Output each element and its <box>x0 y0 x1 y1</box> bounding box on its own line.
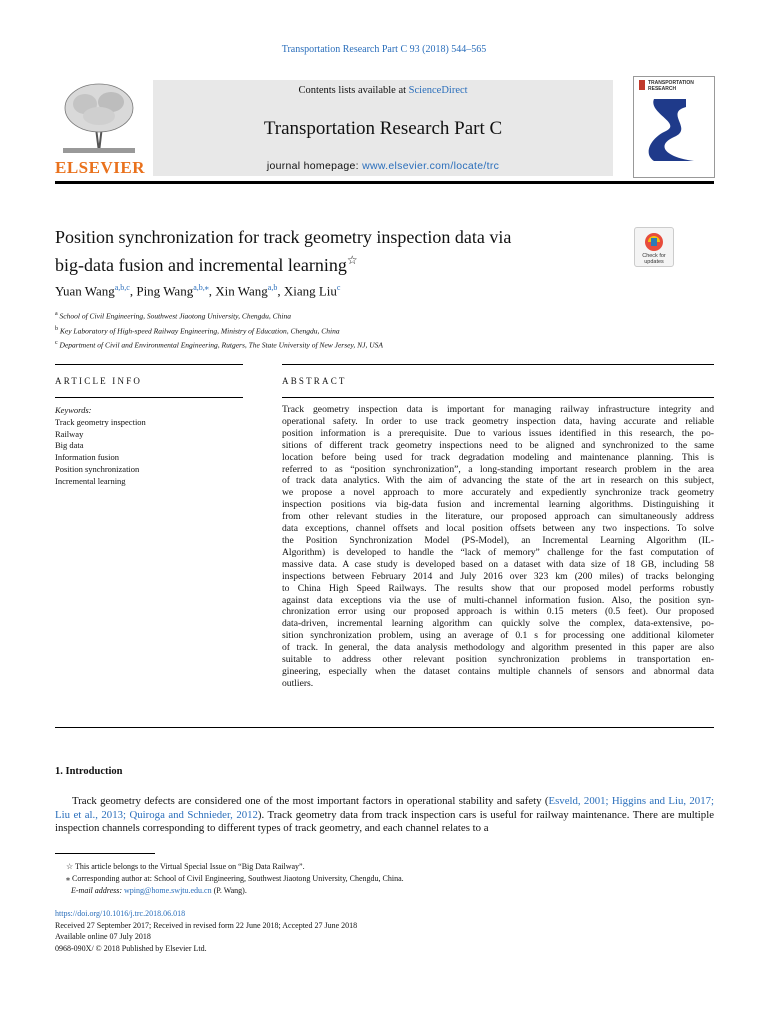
intro-text: ). Track geometry data from track inspection cars is useful for railway maintenance. There are multiple inspection channels corresponding to different types of track geometry, and each channel relates to a <box>55 808 714 834</box>
introduction-heading: 1. Introduction <box>55 766 123 777</box>
keyword: Big data <box>55 440 84 451</box>
journal-citation-link[interactable]: Transportation Research Part C 93 (2018) 544–565 <box>281 44 487 55</box>
abstract-bottom-rule <box>55 727 714 728</box>
check-badge-line: updates <box>644 259 664 265</box>
article-title <box>55 226 615 277</box>
footnote-mark: ⁎ <box>66 874 72 883</box>
check-for-updates-badge[interactable] <box>634 227 674 267</box>
abstract-line: to China High Speed Railways. The results show that our proposed model performs robustly <box>282 582 714 594</box>
abstract-rule <box>282 397 714 398</box>
affiliation-text: School of Civil Engineering, Southwest Jiaotong University, Chengdu, China <box>59 311 291 321</box>
publication-info <box>55 908 357 954</box>
author-affiliation-marks[interactable]: a,b,⁎ <box>193 283 209 292</box>
keywords-label: Keywords: <box>55 405 92 415</box>
intro-text: Track geometry defects are considered one of the most important factors in operational stability and safety ( <box>72 795 549 807</box>
abstract-line: inspection positions via big-data fusion and incremental learning algorithms. Distinguishing it <box>282 499 714 511</box>
journal-homepage-link[interactable]: www.elsevier.com/locate/trc <box>362 160 500 172</box>
author-name[interactable]: Xin Wang <box>215 283 268 299</box>
abstract-line: inspections between February 2014 and July 2016 over 323 km (200 miles) of tracks belonging <box>282 570 714 582</box>
abstract-rule-top <box>282 364 714 365</box>
abstract-heading: ABSTRACT <box>282 376 347 386</box>
abstract-line: Algorithm) is developed to handle the “lack of memory” challenge for the fast computation of <box>282 546 714 558</box>
abstract-line: data-driven, incremental learning algorithm can quickly solve the complex, data-extensive, po- <box>282 618 714 630</box>
title-line-1: Position synchronization for track geometry inspection data via <box>55 227 512 247</box>
keyword: Position synchronization <box>55 463 140 474</box>
available-online: Available online 07 July 2018 <box>55 932 151 941</box>
affiliation-mark: b <box>55 325 58 332</box>
check-for-updates-label <box>635 253 673 265</box>
citation-link[interactable]: Esveld, 2001; Higgins and Liu, 2017; Liu et al., 2013; Quiroga and Schnieder, 2012 <box>55 795 714 821</box>
abstract-line: from other relevant studies in the literature, our proposed approach can simultaneously address <box>282 511 714 523</box>
journal-banner <box>153 80 613 176</box>
abstract-line: referred to as “position synchronization”, a long-standing important research problem in the area <box>282 463 714 475</box>
check-badge-line: Check for <box>642 253 666 259</box>
sciencedirect-link[interactable]: ScienceDirect <box>408 85 468 96</box>
footnote-email <box>55 885 404 897</box>
contents-prefix: Contents lists available at <box>298 85 409 96</box>
abstract-line: we propose a novel approach to more accurately and expediently synchronize track geometry <box>282 487 714 499</box>
affiliation-text: Key Laboratory of High-speed Railway Engineering, Ministry of Education, Chengdu, China <box>59 326 340 335</box>
masthead <box>55 76 714 180</box>
abstract-line: of track. In general, the data analysis methodology and algorithm presented in this paper are also <box>282 642 714 654</box>
email-link[interactable]: wping@home.swjtu.edu.cn <box>124 886 212 895</box>
abstract-line: gineering, especially when the dataset contains multiple channels of sensors and abnormal data <box>282 665 714 677</box>
abstract-line: of track data analytics. With the aim of advancing the state of the art in research on this subject, <box>282 475 714 487</box>
journal-cover-thumbnail[interactable] <box>633 76 715 178</box>
author-affiliation-marks[interactable]: c <box>336 283 341 292</box>
abstract-line: massive data. A case study is developed based on a dataset with data size of 18 GB, including 58 <box>282 558 714 570</box>
affiliation-text: Department of Civil and Environmental Engineering, Rutgers, The State University of New Jersey, NJ, USA <box>59 340 383 350</box>
author-name[interactable]: Xiang Liu <box>283 283 337 299</box>
author-affiliation-marks[interactable]: a,b,c <box>114 283 130 292</box>
abstract-line: chronization error using our proposed approach is within 0.15 meters (0.5 feet). Our proposed <box>282 606 714 618</box>
abstract-body <box>282 404 714 690</box>
author-list: Yuan Wang$^{a,b,c}$, Ping Wang$^{a,b,⁎}$, Xin Wang$^{a,b}$, Xiang Liu$^c$ <box>55 283 341 299</box>
author-affiliation-marks[interactable]: a,b <box>267 283 278 292</box>
check-updates-icon <box>635 228 673 254</box>
title-footnote-mark[interactable]: ☆ <box>346 253 358 267</box>
footnote-rule <box>55 853 155 854</box>
abstract-line: Track geometry inspection data is important for managing railway infrastructure integrity and <box>282 404 714 415</box>
keyword: Information fusion <box>55 452 119 463</box>
doi-link[interactable]: https://doi.org/10.1016/j.trc.2018.06.018 <box>55 909 186 918</box>
cover-title-line: TRANSPORTATION <box>648 80 694 86</box>
abstract-line: suitable to address other relevant position synchronization problems in transportation en- <box>282 654 714 666</box>
received-dates: Received 27 September 2017; Received in revised form 22 June 2018; Accepted 27 June 2018 <box>55 920 358 930</box>
article-info-rule <box>55 397 243 398</box>
cover-swoosh-graphic <box>634 77 714 177</box>
keyword: Railway <box>55 428 84 439</box>
contents-line <box>153 85 613 96</box>
homepage-line <box>153 160 613 172</box>
footnote-star <box>55 861 404 873</box>
footnote-mark: ☆ <box>66 862 76 871</box>
abstract-line: sition synchronization problem, using an average of 0.1 s for processing one additional kilometer <box>282 630 714 642</box>
affiliation-item <box>55 323 383 338</box>
email-suffix: (P. Wang). <box>211 886 247 895</box>
affiliation-item <box>55 308 383 323</box>
abstract-line: location before being used for track degradation modeling and maintenance planning. This is <box>282 451 714 463</box>
elsevier-wordmark: ELSEVIER <box>55 158 145 177</box>
introduction-paragraph <box>55 795 714 836</box>
keyword: Track geometry inspection <box>55 416 146 427</box>
author-name[interactable]: Ping Wang <box>136 283 194 299</box>
abstract-line: position information is a prerequisite. Due to various issues identified in this research, the po- <box>282 427 714 439</box>
footnotes <box>55 861 404 897</box>
article-info-heading: ARTICLE INFO <box>55 376 143 386</box>
title-line-2: big-data fusion and incremental learning <box>55 255 347 275</box>
abstract-line: the Position Synchronization Model (PS-Model), an Incremental Learning Algorithm (IL- <box>282 534 714 546</box>
cover-title-line: RESEARCH <box>648 85 677 92</box>
journal-title: Transportation Research Part C <box>263 118 503 139</box>
email-label: E-mail address: <box>71 886 123 895</box>
affiliation-mark: c <box>55 340 58 346</box>
keyword: Incremental learning <box>55 475 126 486</box>
article-info-rule-top <box>55 364 243 365</box>
author-name[interactable]: Yuan Wang <box>55 283 115 299</box>
affiliation-mark: a <box>55 311 58 317</box>
masthead-divider <box>55 181 714 184</box>
copyright: 0968-090X/ © 2018 Published by Elsevier Ltd. <box>55 943 207 953</box>
abstract-line: outliers. <box>282 677 314 689</box>
footnote-text: This article belongs to the Virtual Special Issue on “Big Data Railway”. <box>75 862 305 871</box>
affiliation-item <box>55 337 383 352</box>
homepage-prefix: journal homepage: <box>266 160 363 172</box>
abstract-line: sitions of different track geometry inspections need to be aligned and synchronized to the same <box>282 439 714 451</box>
keywords-block <box>55 405 146 488</box>
abstract-line: data exceptions, channel offsets and local position offsets between any two inspections. To solve <box>282 523 714 535</box>
affiliations <box>55 308 383 352</box>
abstract-line: against data exceptions via the use of multi-channel information fusion. Also, the position syn- <box>282 594 714 606</box>
abstract-line: operational safety. In order to use track geometry inspection data, having accurate and reliable <box>282 415 714 427</box>
footnote-corresponding <box>55 873 404 885</box>
footnote-text: Corresponding author at: School of Civil Engineering, Southwest Jiaotong University, Chengdu, China. <box>72 874 404 883</box>
